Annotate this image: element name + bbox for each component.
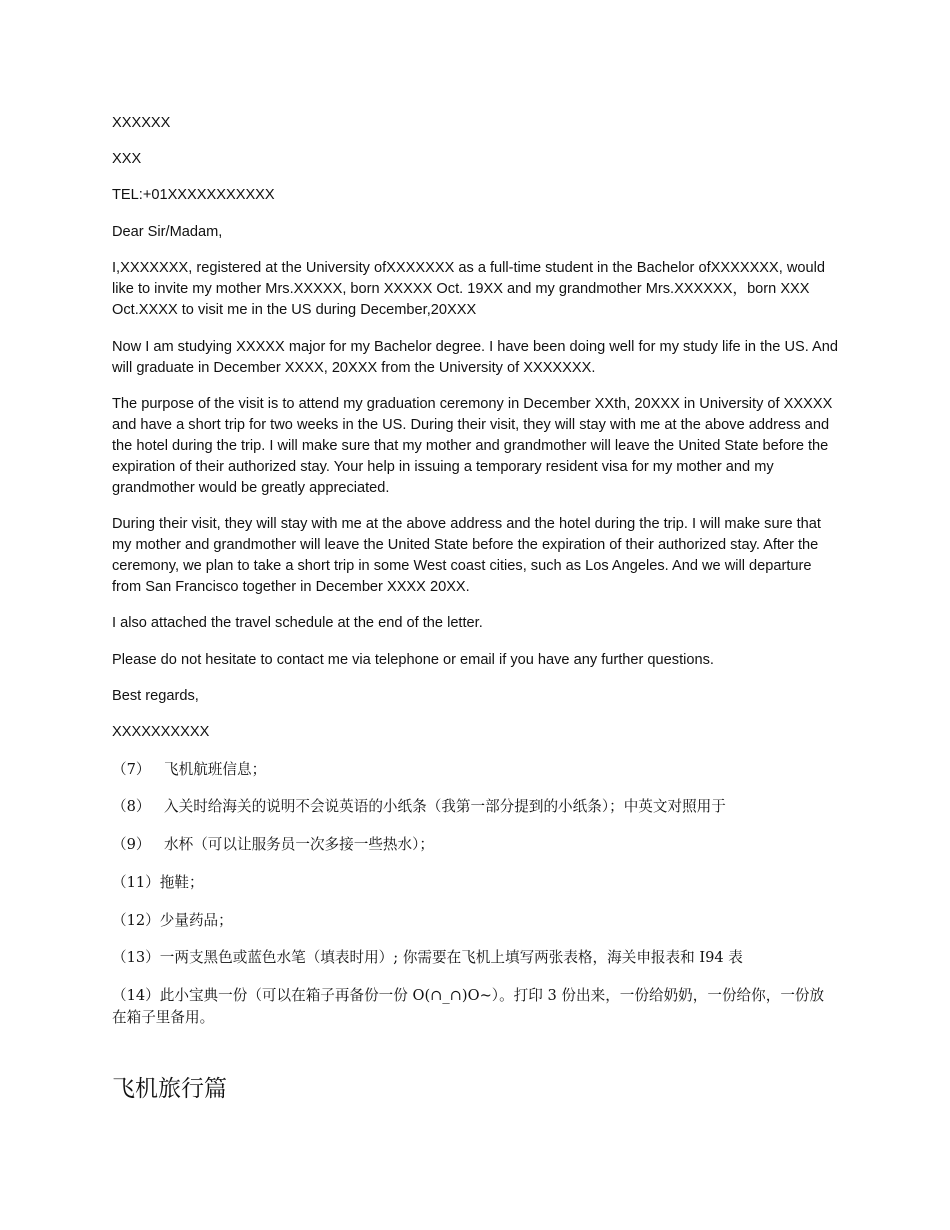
- checklist-item: [112, 947, 842, 968]
- checklist-text: 少量药品；: [159, 912, 233, 929]
- paragraph-attachment: I also attached the travel schedule at the end of the letter.: [112, 615, 483, 631]
- address-line-2: XXX: [112, 151, 142, 167]
- checklist-text: 飞机航班信息；: [164, 761, 267, 778]
- telephone-line: TEL:+01XXXXXXXXXXX: [112, 187, 275, 203]
- checklist-text: 此小宝典一份（可以在箱子再备份一份 O(∩_∩)O~）。打印 3 份出来，一份给奶奶，一份给你，一份放在箱子里备用。: [112, 987, 825, 1026]
- checklist-item: [112, 985, 837, 1029]
- paragraph-study: Now I am studying XXXXX major for my Bachelor degree. I have been doing well for my study life in the US. And will graduate in December XXXX, 20XXX from the University of XXXXXXX.: [112, 339, 838, 376]
- section-heading: 飞机旅行篇: [112, 1076, 227, 1102]
- checklist-number: （7）: [112, 761, 151, 778]
- closing: Best regards,: [112, 688, 199, 704]
- checklist-number: （8）: [112, 798, 151, 815]
- signature: XXXXXXXXXX: [112, 724, 210, 740]
- salutation: Dear Sir/Madam,: [112, 224, 223, 240]
- checklist-item: [112, 910, 842, 931]
- checklist-text: 拖鞋；: [159, 874, 204, 891]
- checklist-text: 入关时给海关的说明不会说英语的小纸条（我第一部分提到的小纸条）；中英文对照用于: [164, 798, 726, 815]
- checklist-text: 一两支黑色或蓝色水笔（填表时用）; 你需要在飞机上填写两张表格，海关申报表和 I94 表: [159, 949, 743, 966]
- checklist-item: [112, 759, 842, 780]
- checklist-item: [112, 834, 842, 855]
- checklist-number: （12）: [112, 912, 160, 929]
- checklist-item: [112, 796, 842, 817]
- checklist-number: （14）: [112, 987, 160, 1004]
- checklist-text: 水杯（可以让服务员一次多接一些热水）；: [164, 836, 434, 853]
- address-line-1: XXXXXX: [112, 115, 171, 131]
- checklist-number: （9）: [112, 836, 151, 853]
- checklist-number: （11）: [112, 874, 160, 891]
- paragraph-invitation: I,XXXXXXX, registered at the University ofXXXXXXX as a full-time student in the Bachelor ofXXXXXXX, would like to invite my mother Mrs.XXXXX, born XXXXX Oct. 19XX and my grandmother Mrs.XXXXXX，born XXX Oct.XXXX to visit me in the US during December,20XXX: [112, 260, 826, 318]
- paragraph-purpose: The purpose of the visit is to attend my graduation ceremony in December XXth, 20XXX in University of XXXXX and have a short trip for two weeks in the US. During their visit, they will stay with me at the above address and the hotel during the trip. I will make sure that my mother and grandmother will leave the United State before the expiration of their authorized stay. Your help in issuing a temporary resident visa for my mother and my grandmother would be greatly appreciated.: [112, 396, 833, 496]
- paragraph-trip: During their visit, they will stay with me at the above address and the hotel during the trip. I will make sure that my mother and grandmother will leave the United State before the expiration of their authorized stay. After the ceremony, we plan to take a short trip in some West coast cities, such as Los Angeles. And we will departure from San Francisco together in December XXXX 20XX.: [112, 516, 821, 595]
- checklist-number: （13）: [112, 949, 160, 966]
- checklist-item: [112, 872, 842, 893]
- paragraph-contact: Please do not hesitate to contact me via telephone or email if you have any further questions.: [112, 652, 714, 668]
